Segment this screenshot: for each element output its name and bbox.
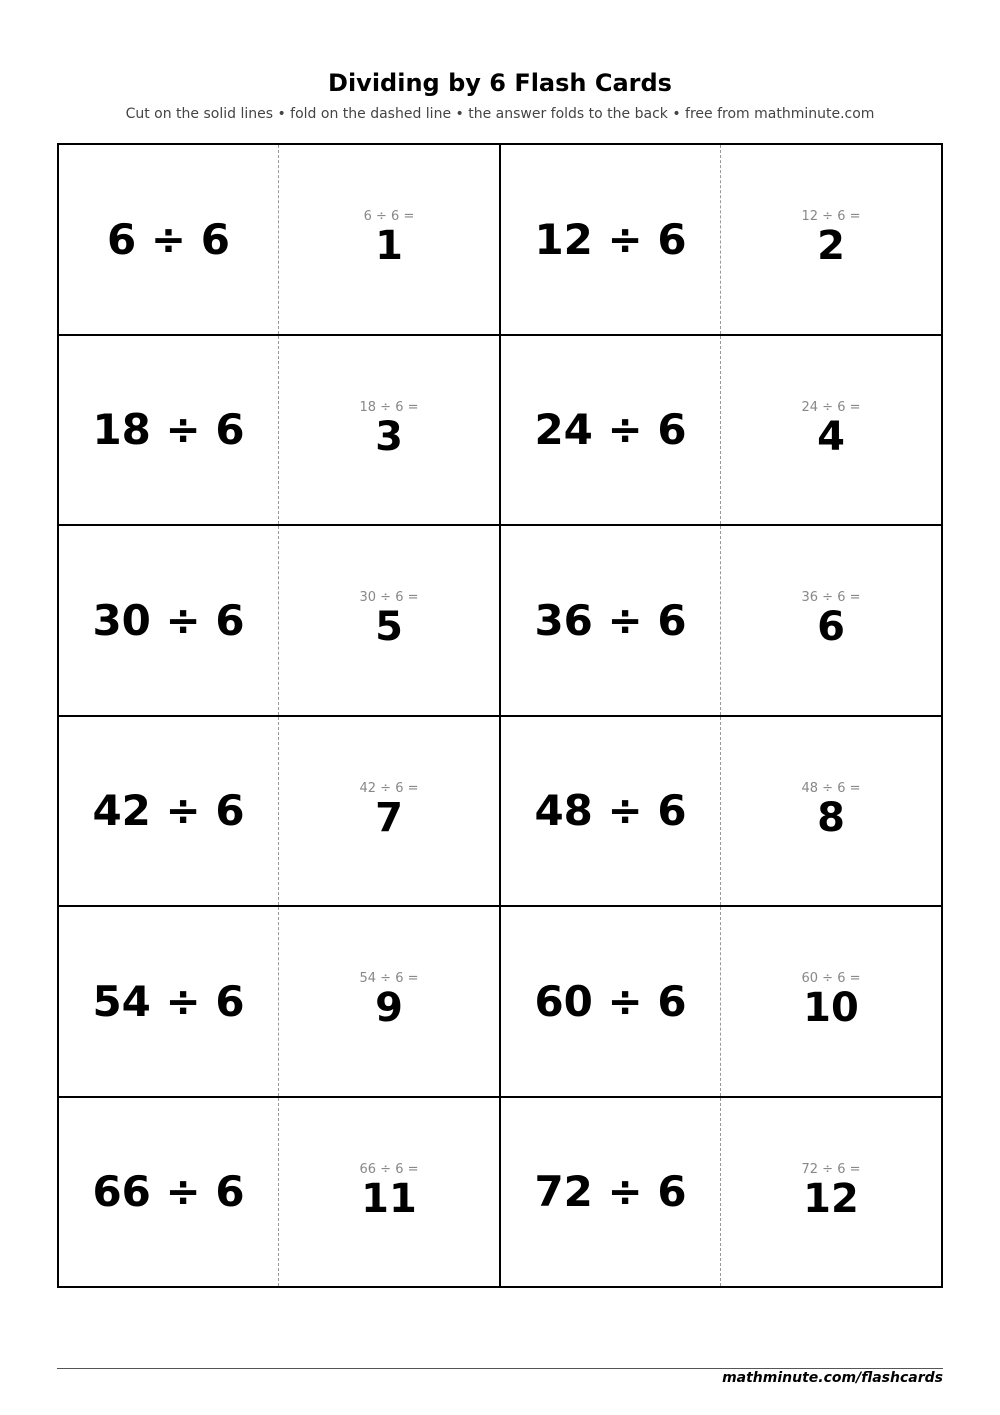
card-question: 72 ÷ 6 (534, 1167, 687, 1217)
card-prompt: 60 ÷ 6 = (801, 971, 861, 987)
flash-card (501, 526, 943, 717)
page-title: Dividing by 6 Flash Cards (328, 69, 672, 97)
card-prompt: 72 ÷ 6 = (801, 1161, 861, 1177)
card-answer: 3 (375, 413, 403, 460)
card-question: 42 ÷ 6 (92, 786, 245, 836)
card-prompt: 30 ÷ 6 = (359, 590, 419, 606)
card-front (501, 717, 721, 906)
flash-card (501, 336, 943, 527)
card-back (721, 1098, 941, 1287)
card-back (721, 907, 941, 1096)
flash-card (59, 1098, 501, 1289)
card-back (721, 336, 941, 525)
card-back (721, 526, 941, 715)
flash-card (501, 907, 943, 1098)
card-back (279, 1098, 499, 1287)
card-answer: 4 (817, 413, 845, 460)
card-back (279, 907, 499, 1096)
card-question: 24 ÷ 6 (534, 405, 687, 455)
card-question: 6 ÷ 6 (107, 214, 230, 264)
page-subtitle: Cut on the solid lines • fold on the dashed line • the answer folds to the back • free from mathminute.com (125, 106, 875, 122)
card-question: 12 ÷ 6 (534, 214, 687, 264)
card-prompt: 42 ÷ 6 = (359, 780, 419, 796)
card-answer: 10 (803, 985, 859, 1032)
card-prompt: 6 ÷ 6 = (363, 209, 415, 225)
card-prompt: 24 ÷ 6 = (801, 399, 861, 415)
card-answer: 12 (803, 1175, 859, 1222)
card-question: 54 ÷ 6 (92, 976, 245, 1026)
flash-card (501, 717, 943, 908)
card-front (501, 526, 721, 715)
card-prompt: 18 ÷ 6 = (359, 399, 419, 415)
flash-card-grid (57, 143, 943, 1288)
card-front (501, 1098, 721, 1287)
card-prompt: 36 ÷ 6 = (801, 590, 861, 606)
card-answer: 8 (817, 794, 845, 841)
card-front (59, 907, 279, 1096)
card-front (59, 145, 279, 334)
card-front (59, 1098, 279, 1287)
flash-card (59, 526, 501, 717)
card-answer: 11 (361, 1175, 417, 1222)
card-prompt: 12 ÷ 6 = (801, 209, 861, 225)
card-prompt: 48 ÷ 6 = (801, 780, 861, 796)
card-back (279, 145, 499, 334)
footer-link-text: mathminute.com/flashcards (722, 1370, 943, 1386)
card-answer: 1 (375, 223, 403, 270)
card-answer: 2 (817, 223, 845, 270)
card-front (59, 717, 279, 906)
card-question: 60 ÷ 6 (534, 976, 687, 1026)
flash-card (59, 907, 501, 1098)
card-question: 48 ÷ 6 (534, 786, 687, 836)
card-back (279, 336, 499, 525)
card-front (59, 336, 279, 525)
card-question: 36 ÷ 6 (534, 595, 687, 645)
flash-card (501, 1098, 943, 1289)
footer-divider (57, 1368, 943, 1369)
card-answer: 9 (375, 985, 403, 1032)
card-front (501, 907, 721, 1096)
card-back (279, 526, 499, 715)
card-front (501, 145, 721, 334)
card-answer: 6 (817, 604, 845, 651)
flash-card (59, 717, 501, 908)
card-question: 66 ÷ 6 (92, 1167, 245, 1217)
card-prompt: 54 ÷ 6 = (359, 971, 419, 987)
card-answer: 5 (375, 604, 403, 651)
card-front (501, 336, 721, 525)
card-front (59, 526, 279, 715)
flash-card (59, 145, 501, 336)
card-back (279, 717, 499, 906)
card-back (721, 145, 941, 334)
card-question: 18 ÷ 6 (92, 405, 245, 455)
card-question: 30 ÷ 6 (92, 595, 245, 645)
card-back (721, 717, 941, 906)
flash-card (59, 336, 501, 527)
card-prompt: 66 ÷ 6 = (359, 1161, 419, 1177)
flash-card (501, 145, 943, 336)
card-answer: 7 (375, 794, 403, 841)
